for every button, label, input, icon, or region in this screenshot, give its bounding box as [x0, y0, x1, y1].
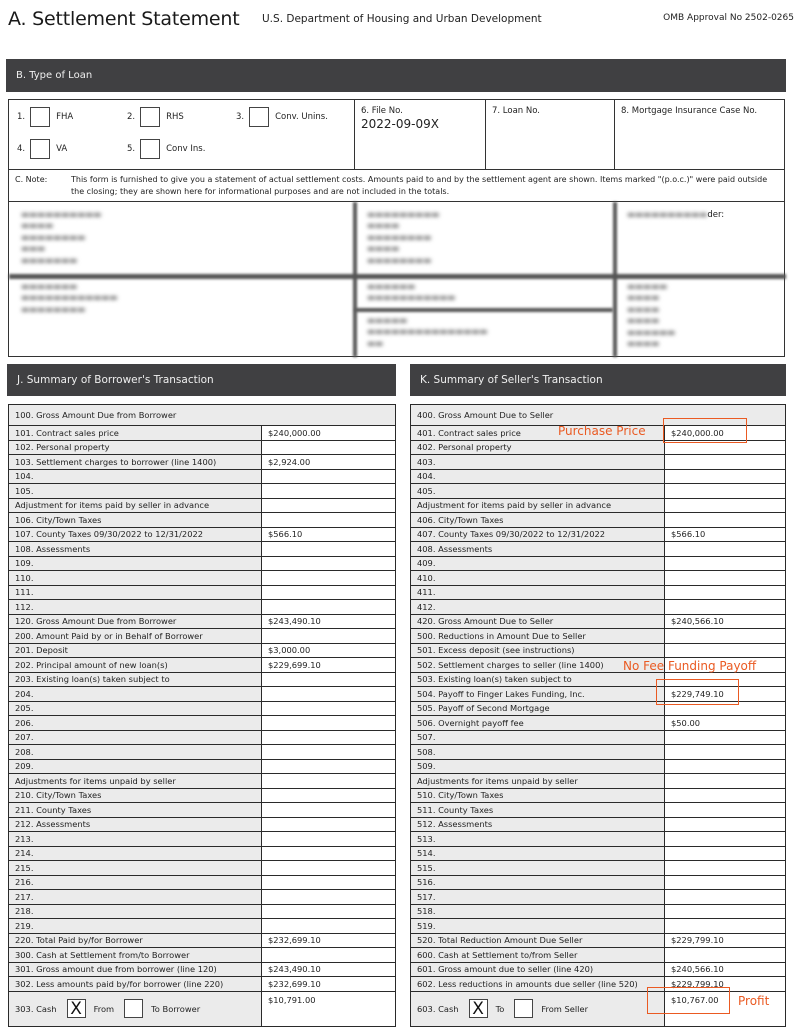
row-label: 103. Settlement charges to borrower (line 1400)	[9, 455, 262, 470]
row-value[interactable]	[665, 585, 786, 600]
row-label: 215.	[9, 861, 262, 876]
table-row	[9, 919, 396, 934]
row-label: 204.	[9, 687, 262, 702]
row-label: 209.	[9, 759, 262, 774]
row-label: 101. Contract sales price	[9, 426, 262, 441]
divider	[355, 308, 613, 312]
row-value[interactable]: $232,699.10	[262, 933, 396, 948]
checkbox-cash-to[interactable]: X	[469, 999, 488, 1018]
table-row	[9, 962, 396, 977]
row-label: 120. Gross Amount Due from Borrower	[9, 614, 262, 629]
row-label: 302. Less amounts paid by/for borrower (line 220)	[9, 977, 262, 992]
loan-type-options	[9, 100, 355, 169]
checkbox-conv-ins[interactable]	[140, 139, 160, 159]
row-value[interactable]	[262, 571, 396, 586]
row-value[interactable]: $50.00	[665, 716, 786, 731]
divider	[613, 202, 617, 357]
row-label: 210. City/Town Taxes	[9, 788, 262, 803]
table-row	[9, 701, 396, 716]
table-row	[9, 542, 396, 557]
table-row	[411, 643, 786, 658]
row-value[interactable]	[262, 745, 396, 760]
table-row	[9, 977, 396, 992]
row-value[interactable]: $243,490.10	[262, 614, 396, 629]
loan-type-conv-ins[interactable]: 5. Conv Ins.	[127, 139, 205, 159]
table-row	[9, 629, 396, 644]
table-row	[9, 600, 396, 615]
row-value[interactable]	[262, 904, 396, 919]
row-value[interactable]	[665, 513, 786, 528]
row-value[interactable]	[262, 730, 396, 745]
row-value[interactable]	[665, 817, 786, 832]
annotation-box-payoff	[656, 679, 739, 705]
table-row	[9, 774, 396, 789]
row-label: 502. Settlement charges to seller (line 1400)	[411, 658, 665, 673]
row-label: 100. Gross Amount Due from Borrower	[9, 405, 396, 426]
table-row	[9, 513, 396, 528]
row-value[interactable]	[262, 585, 396, 600]
section-b-header	[6, 59, 786, 92]
table-row	[411, 527, 786, 542]
row-label: 107. County Taxes 09/30/2022 to 12/31/2022	[9, 527, 262, 542]
row-value[interactable]	[262, 774, 396, 789]
annotation-profit: Profit	[738, 994, 770, 1008]
note-text: This form is furnished to give you a statement of actual settlement costs. Amounts paid to and by the settlement agent are shown. Items marked "(p.o.c.)" were paid outside the closing; they are shown here for informational purposes and are not included in the totals.	[71, 175, 768, 196]
table-row	[411, 962, 786, 977]
row-value[interactable]: $229,799.10	[665, 977, 786, 992]
row-value[interactable]: $229,749.10	[665, 687, 786, 702]
row-value[interactable]	[665, 498, 786, 513]
row-label: 301. Gross amount due from borrower (line 120)	[9, 962, 262, 977]
row-value[interactable]: $243,490.10	[262, 962, 396, 977]
table-row	[9, 469, 396, 484]
lender-label-fragment: der:	[707, 210, 725, 220]
row-label: 110.	[9, 571, 262, 586]
cash-value[interactable]: $10,791.00	[262, 991, 396, 1026]
row-label: 213.	[9, 832, 262, 847]
row-value[interactable]	[665, 730, 786, 745]
row-label: 601. Gross amount due to seller (line 420)	[411, 962, 665, 977]
table-row	[411, 484, 786, 499]
mortgage-insurance-label: 8. Mortgage Insurance Case No.	[621, 106, 758, 116]
row-value[interactable]: $240,000.00	[262, 426, 396, 441]
row-value[interactable]	[262, 629, 396, 644]
row-label: 404.	[411, 469, 665, 484]
row-value[interactable]	[665, 846, 786, 861]
row-value[interactable]	[665, 875, 786, 890]
row-label: 108. Assessments	[9, 542, 262, 557]
row-value[interactable]	[262, 919, 396, 934]
mortgage-insurance-cell	[615, 100, 784, 169]
row-label: 509.	[411, 759, 665, 774]
table-row	[9, 571, 396, 586]
annotation-payoff: No Fee Funding Payoff	[623, 659, 757, 673]
row-label: 201. Deposit	[9, 643, 262, 658]
cash-value[interactable]: $10,767.00	[665, 991, 786, 1026]
table-row	[9, 933, 396, 948]
table-row	[411, 919, 786, 934]
table-row	[9, 716, 396, 731]
row-value[interactable]	[262, 788, 396, 803]
table-row	[411, 832, 786, 847]
table-row	[9, 832, 396, 847]
row-value[interactable]	[665, 745, 786, 760]
checkbox-va[interactable]	[30, 139, 50, 159]
row-label: 219.	[9, 919, 262, 934]
cash-to-borrower-label: To Borrower	[151, 1003, 201, 1014]
redacted-parties-section	[8, 202, 785, 357]
row-value[interactable]: $229,799.10	[665, 933, 786, 948]
table-row	[411, 933, 786, 948]
row-value[interactable]	[665, 484, 786, 499]
table-row	[411, 774, 786, 789]
row-value[interactable]: $2,924.00	[262, 455, 396, 470]
table-row	[9, 556, 396, 571]
row-value[interactable]	[262, 542, 396, 557]
row-value[interactable]	[665, 455, 786, 470]
row-value[interactable]: $566.10	[665, 527, 786, 542]
row-label: 403.	[411, 455, 665, 470]
annotation-box-profit	[647, 987, 730, 1014]
row-value[interactable]	[665, 948, 786, 963]
row-label: 207.	[9, 730, 262, 745]
row-value[interactable]	[262, 513, 396, 528]
row-value[interactable]: $240,000.00	[665, 426, 786, 441]
table-row	[411, 513, 786, 528]
row-label: 111.	[9, 585, 262, 600]
row-label: 401. Contract sales price	[411, 426, 665, 441]
row-value[interactable]	[665, 904, 786, 919]
row-value[interactable]	[262, 556, 396, 571]
row-label: 112.	[9, 600, 262, 615]
checkbox-fha[interactable]	[30, 107, 50, 127]
table-row	[411, 614, 786, 629]
table-row	[9, 846, 396, 861]
table-row	[411, 861, 786, 876]
row-label: 513.	[411, 832, 665, 847]
row-label: 507.	[411, 730, 665, 745]
cash-label: 303. Cash	[15, 1003, 57, 1014]
annotation-box-purchase-price	[663, 418, 747, 443]
table-row	[9, 788, 396, 803]
row-label: 402. Personal property	[411, 440, 665, 455]
table-row	[9, 745, 396, 760]
row-label: 602. Less reductions in amounts due seller (line 520)	[411, 977, 665, 992]
row-value[interactable]	[262, 672, 396, 687]
row-label: 519.	[411, 919, 665, 934]
table-row	[9, 672, 396, 687]
row-value[interactable]	[262, 846, 396, 861]
row-label: 506. Overnight payoff fee	[411, 716, 665, 731]
settlement-dates-redacted: ▬▬▬▬▬ ▬▬▬▬ ▬▬▬▬ ▬▬▬▬ ▬▬▬▬▬▬ ▬▬▬▬	[627, 282, 676, 350]
row-value[interactable]: $566.10	[262, 527, 396, 542]
row-label: 218.	[9, 904, 262, 919]
row-label: 300. Cash at Settlement from/to Borrower	[9, 948, 262, 963]
row-value[interactable]	[665, 861, 786, 876]
place-of-settlement-redacted: ▬▬▬▬▬ ▬▬▬▬▬▬▬▬▬▬▬▬▬▬▬ ▬▬	[367, 316, 488, 349]
note-box	[8, 170, 785, 202]
table-row	[411, 600, 786, 615]
row-label: 501. Excess deposit (see instructions)	[411, 643, 665, 658]
table-row	[9, 426, 396, 441]
table-row	[9, 643, 396, 658]
loan-type-rhs[interactable]: 2. RHS	[127, 107, 184, 127]
row-label: 409.	[411, 556, 665, 571]
row-label: 206.	[9, 716, 262, 731]
table-row	[9, 759, 396, 774]
row-label: 517.	[411, 890, 665, 905]
table-row	[9, 875, 396, 890]
note-label: C. Note:	[15, 175, 48, 184]
row-label: 410.	[411, 571, 665, 586]
row-value[interactable]	[665, 759, 786, 774]
row-value[interactable]: $240,566.10	[665, 614, 786, 629]
table-row	[411, 556, 786, 571]
row-label: 211. County Taxes	[9, 803, 262, 818]
table-row	[411, 875, 786, 890]
checkbox-cash-from[interactable]: X	[67, 999, 86, 1018]
row-value[interactable]	[665, 629, 786, 644]
table-row	[411, 455, 786, 470]
row-value[interactable]	[665, 542, 786, 557]
table-row	[411, 730, 786, 745]
table-row	[411, 745, 786, 760]
row-label: 109.	[9, 556, 262, 571]
checkbox-rhs[interactable]	[140, 107, 160, 127]
divider	[9, 274, 786, 279]
table-row	[411, 803, 786, 818]
row-label: 505. Payoff of Second Mortgage	[411, 701, 665, 716]
table-row	[411, 788, 786, 803]
file-number-label: 6. File No.	[361, 106, 403, 116]
row-value[interactable]	[262, 716, 396, 731]
table-row	[9, 585, 396, 600]
row-value[interactable]	[665, 803, 786, 818]
row-label: 220. Total Paid by/for Borrower	[9, 933, 262, 948]
row-label: 503. Existing loan(s) taken subject to	[411, 672, 665, 687]
row-value[interactable]	[665, 788, 786, 803]
row-value[interactable]: $232,699.10	[262, 977, 396, 992]
table-row	[411, 585, 786, 600]
table-row	[9, 440, 396, 455]
row-label: 208.	[9, 745, 262, 760]
row-label: 205.	[9, 701, 262, 716]
cash-label: 603. Cash	[417, 1003, 459, 1014]
row-value[interactable]	[665, 890, 786, 905]
table-row	[411, 571, 786, 586]
borrower-summary-table	[8, 404, 396, 1027]
row-value[interactable]	[262, 759, 396, 774]
lender-info	[627, 210, 724, 221]
row-label: Adjustment for items paid by seller in advance	[9, 498, 262, 513]
table-row	[411, 469, 786, 484]
row-label: 515.	[411, 861, 665, 876]
table-row	[411, 846, 786, 861]
row-label: 405.	[411, 484, 665, 499]
row-value[interactable]: $229,699.10	[262, 658, 396, 673]
table-row	[9, 904, 396, 919]
table-row	[9, 658, 396, 673]
divider	[353, 202, 357, 357]
row-value[interactable]	[262, 832, 396, 847]
row-label: 106. City/Town Taxes	[9, 513, 262, 528]
table-row	[411, 948, 786, 963]
row-label: 511. County Taxes	[411, 803, 665, 818]
row-value[interactable]	[262, 803, 396, 818]
row-value[interactable]	[262, 890, 396, 905]
row-label: Adjustments for items unpaid by seller	[9, 774, 262, 789]
row-value[interactable]	[262, 440, 396, 455]
row-label: 104.	[9, 469, 262, 484]
page-title: A. Settlement Statement	[8, 8, 240, 30]
row-label: Adjustments for items unpaid by seller	[411, 774, 665, 789]
row-label: 500. Reductions in Amount Due to Seller	[411, 629, 665, 644]
loan-type-conv-unins[interactable]: 3. Conv. Unins.	[236, 107, 328, 127]
row-label: 520. Total Reduction Amount Due Seller	[411, 933, 665, 948]
cash-to-label: To	[495, 1003, 505, 1014]
row-label: Adjustment for items paid by seller in advance	[411, 498, 665, 513]
row-label: 518.	[411, 904, 665, 919]
row-label: 400. Gross Amount Due to Seller	[411, 405, 786, 426]
table-row	[9, 527, 396, 542]
table-row	[411, 759, 786, 774]
row-value[interactable]: $240,566.10	[665, 962, 786, 977]
section-k-title: K. Summary of Seller's Transaction	[420, 374, 603, 386]
table-row	[9, 861, 396, 876]
loan-number-cell	[486, 100, 615, 169]
row-label: 514.	[411, 846, 665, 861]
table-row	[411, 904, 786, 919]
row-value[interactable]	[262, 600, 396, 615]
row-label: 217.	[9, 890, 262, 905]
row-label: 202. Principal amount of new loan(s)	[9, 658, 262, 673]
row-label: 508.	[411, 745, 665, 760]
cash-from-label: From	[93, 1003, 115, 1014]
table-row	[411, 817, 786, 832]
cash-row-borrower	[9, 991, 396, 1026]
row-value[interactable]: $3,000.00	[262, 643, 396, 658]
row-value[interactable]	[262, 875, 396, 890]
row-label: 407. County Taxes 09/30/2022 to 12/31/2022	[411, 527, 665, 542]
file-number-value[interactable]: 2022-09-09X	[361, 117, 439, 131]
seller-info-redacted: ▬▬▬▬▬▬▬▬▬ ▬▬▬▬ ▬▬▬▬▬▬▬▬ ▬▬▬▬ ▬▬▬▬▬▬▬▬	[367, 210, 440, 266]
table-row	[9, 405, 396, 426]
row-label: 504. Payoff to Finger Lakes Funding, Inc.	[411, 687, 665, 702]
row-value[interactable]	[262, 469, 396, 484]
table-row	[411, 629, 786, 644]
row-label: 102. Personal property	[9, 440, 262, 455]
section-b-title: B. Type of Loan	[16, 70, 93, 81]
loan-type-va[interactable]: 4. VA	[17, 139, 67, 159]
settlement-agent-redacted: ▬▬▬▬▬▬ ▬▬▬▬▬▬▬▬▬▬▬	[367, 282, 456, 304]
row-label: 600. Cash at Settlement to/from Seller	[411, 948, 665, 963]
row-value[interactable]	[262, 484, 396, 499]
agency-name: U.S. Department of Housing and Urban Development	[262, 13, 542, 25]
table-row	[9, 803, 396, 818]
section-j-title: J. Summary of Borrower's Transaction	[17, 374, 214, 386]
row-value[interactable]	[262, 687, 396, 702]
row-value[interactable]	[665, 469, 786, 484]
table-row	[9, 890, 396, 905]
row-label: 105.	[9, 484, 262, 499]
row-label: 200. Amount Paid by or in Behalf of Borrower	[9, 629, 262, 644]
row-value[interactable]	[262, 817, 396, 832]
table-row	[411, 716, 786, 731]
row-label: 203. Existing loan(s) taken subject to	[9, 672, 262, 687]
property-location-redacted: ▬▬▬▬▬▬▬ ▬▬▬▬▬▬▬▬▬▬▬▬ ▬▬▬▬▬▬▬▬	[21, 282, 118, 315]
row-label: 516.	[411, 875, 665, 890]
row-label: 420. Gross Amount Due to Seller	[411, 614, 665, 629]
table-row	[9, 484, 396, 499]
borrower-info-redacted: ▬▬▬▬▬▬▬▬▬▬ ▬▬▬▬ ▬▬▬▬▬▬▬▬ ▬▬▬ ▬▬▬▬▬▬▬	[21, 210, 102, 266]
table-row	[9, 498, 396, 513]
row-label: 412.	[411, 600, 665, 615]
row-label: 212. Assessments	[9, 817, 262, 832]
seller-summary-table	[410, 404, 786, 1027]
row-label: 408. Assessments	[411, 542, 665, 557]
row-label: 411.	[411, 585, 665, 600]
table-row	[9, 817, 396, 832]
table-row	[411, 498, 786, 513]
row-value[interactable]	[262, 861, 396, 876]
row-value[interactable]	[665, 571, 786, 586]
row-value[interactable]	[665, 600, 786, 615]
checkbox-cash-to-borrower[interactable]	[124, 999, 143, 1018]
file-number-cell	[355, 100, 486, 169]
row-label: 512. Assessments	[411, 817, 665, 832]
omb-approval: OMB Approval No 2502-0265	[663, 13, 794, 23]
loan-type-fha[interactable]: 1. FHA	[17, 107, 73, 127]
row-value[interactable]	[665, 643, 786, 658]
row-label: 510. City/Town Taxes	[411, 788, 665, 803]
loan-number-label: 7. Loan No.	[492, 106, 541, 116]
table-row	[411, 542, 786, 557]
row-value[interactable]	[262, 701, 396, 716]
table-row	[9, 455, 396, 470]
table-row	[9, 948, 396, 963]
row-value[interactable]	[262, 948, 396, 963]
table-row	[9, 687, 396, 702]
lender-label-redacted: ▬▬▬▬▬▬▬▬▬▬	[627, 210, 708, 220]
checkbox-conv-unins[interactable]	[249, 107, 269, 127]
row-value[interactable]	[262, 498, 396, 513]
annotation-purchase-price: Purchase Price	[558, 424, 646, 438]
table-row	[9, 730, 396, 745]
row-label: 406. City/Town Taxes	[411, 513, 665, 528]
loan-type-box	[8, 99, 785, 170]
cash-from-seller-label: From Seller	[541, 1003, 589, 1014]
row-value[interactable]	[665, 556, 786, 571]
section-k-header	[410, 364, 786, 396]
checkbox-cash-from-seller[interactable]	[514, 999, 533, 1018]
row-value[interactable]	[665, 774, 786, 789]
row-label: 214.	[9, 846, 262, 861]
section-j-header	[7, 364, 396, 396]
table-row	[9, 614, 396, 629]
row-value[interactable]	[665, 919, 786, 934]
row-value[interactable]	[665, 832, 786, 847]
row-label: 216.	[9, 875, 262, 890]
table-row	[411, 890, 786, 905]
